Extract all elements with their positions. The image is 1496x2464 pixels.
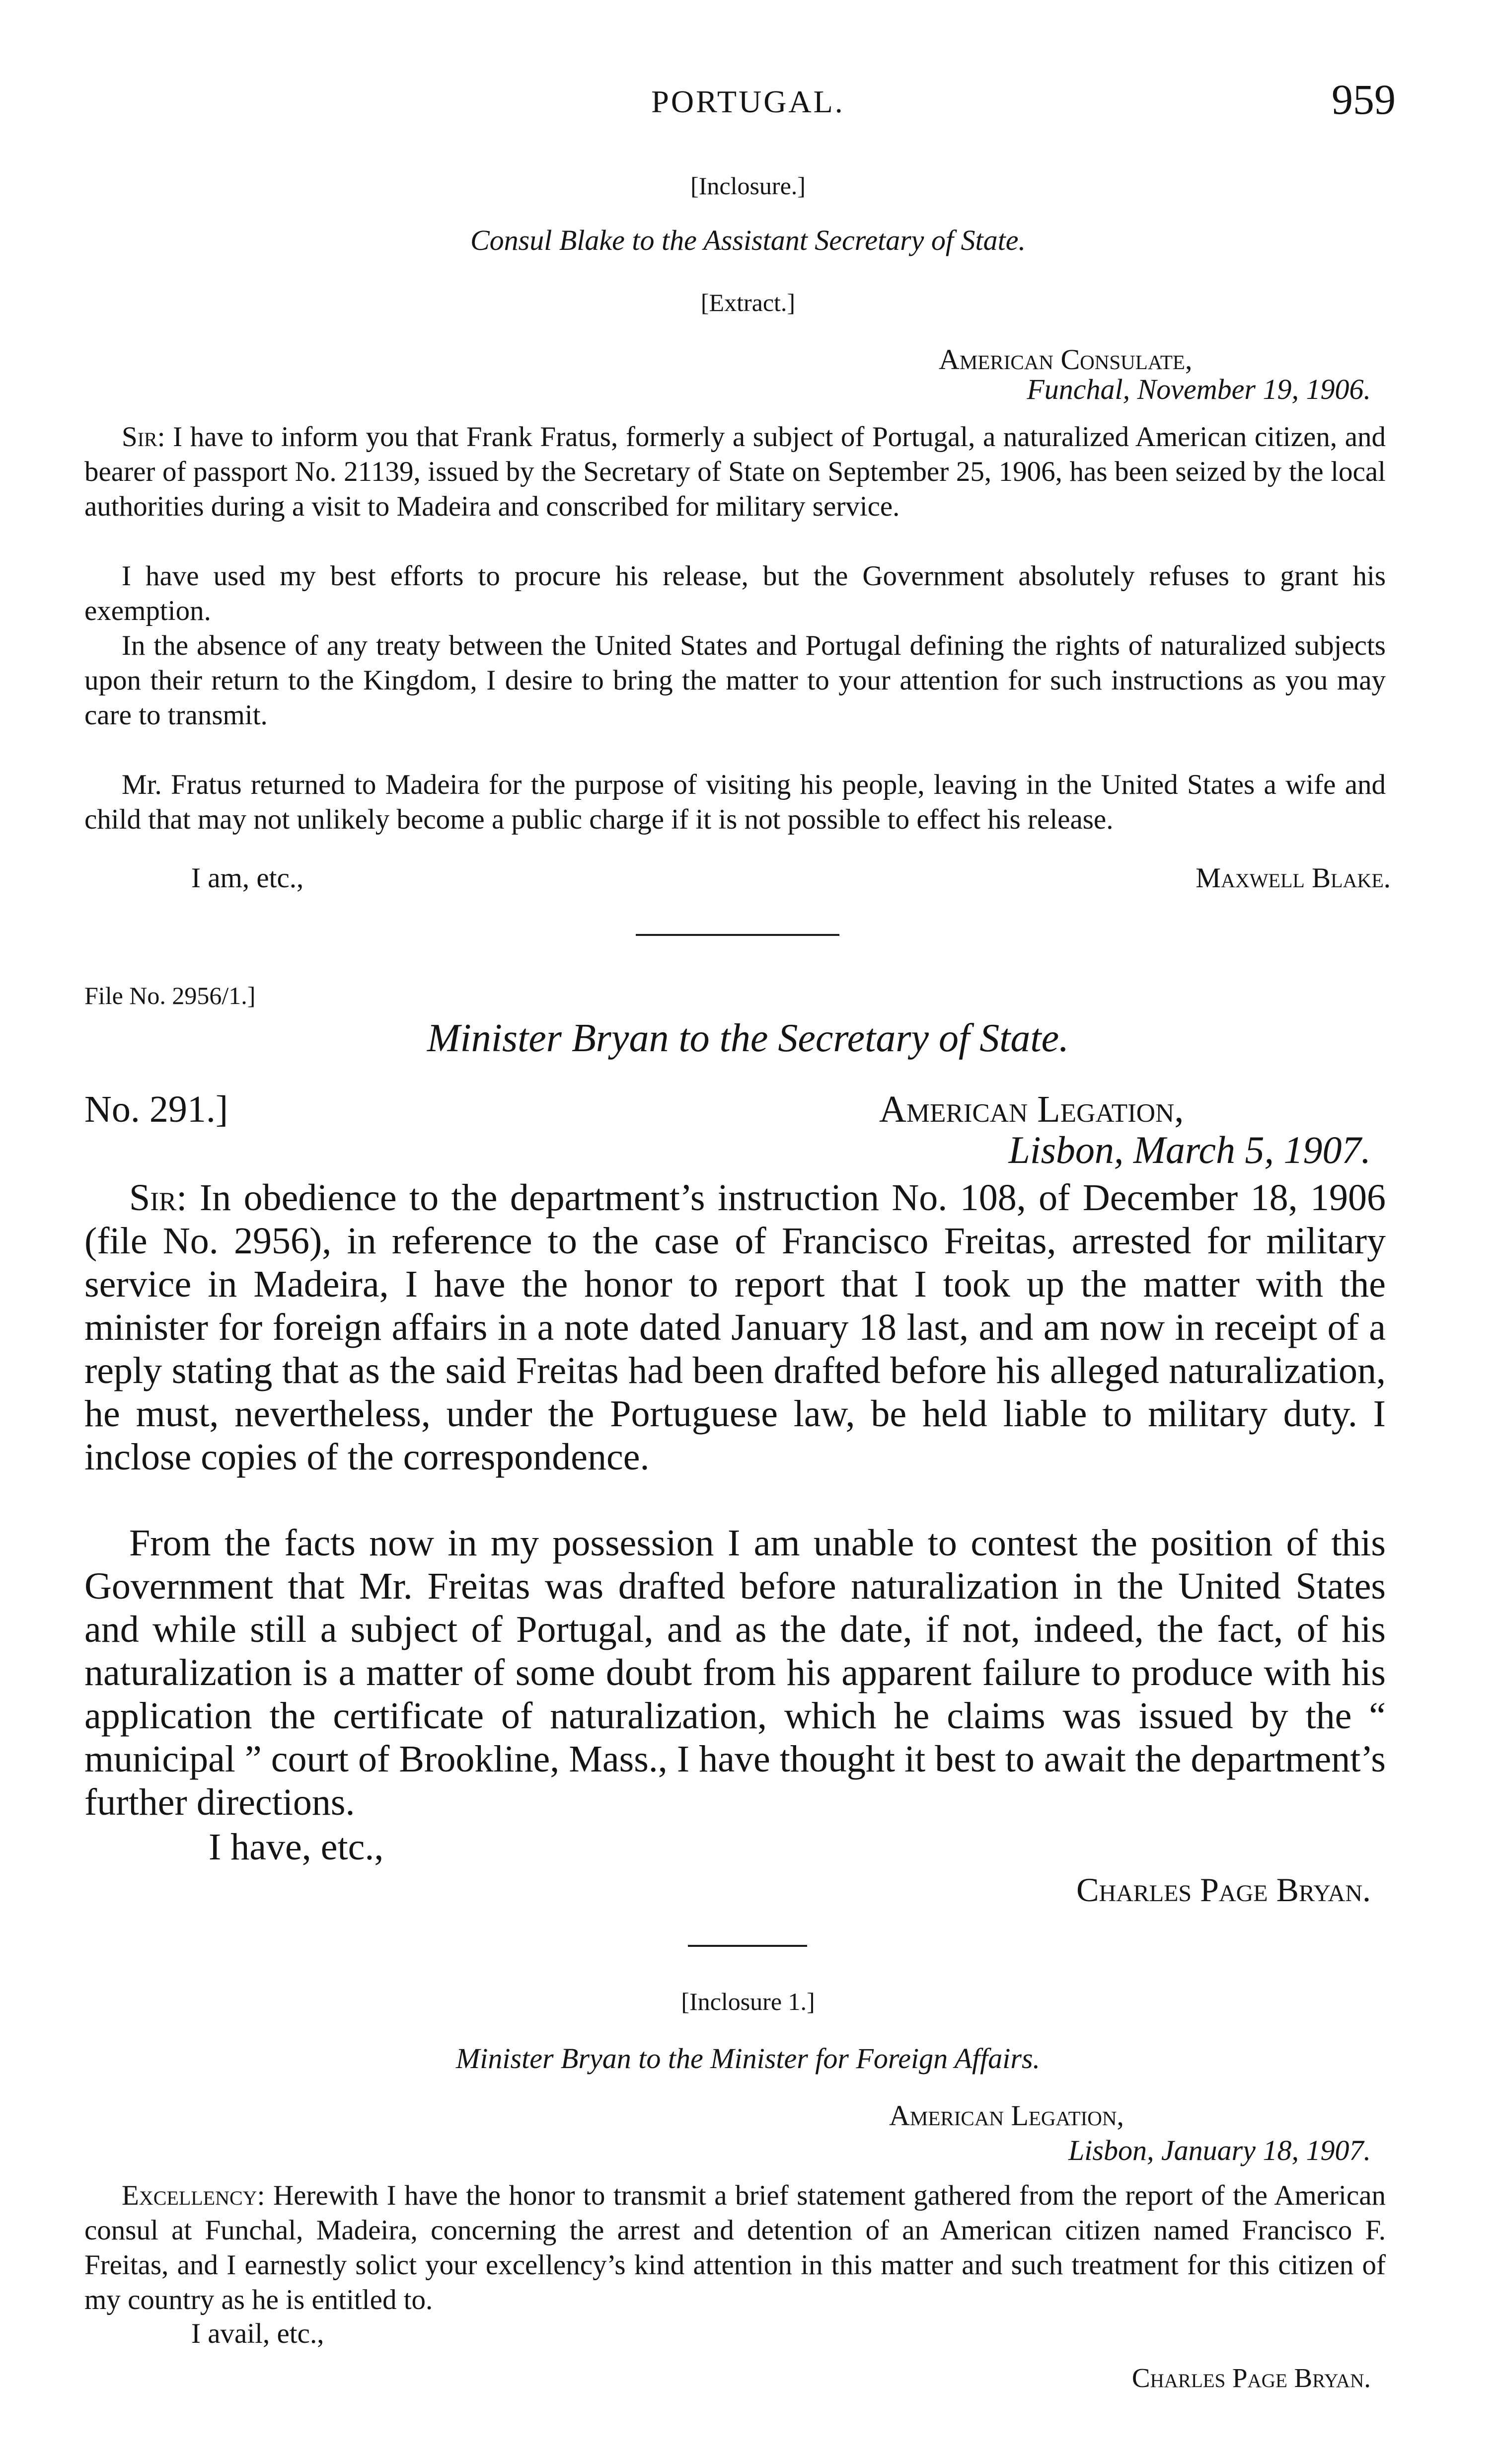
extract-label: [Extract.]	[700, 289, 796, 316]
letter-paragraph: I have used my best efforts to procure his release, but the Government absolutely refuses to grant his exemption.	[84, 560, 1386, 626]
letter-heading: Minister Bryan to the Secretary of State.	[427, 1016, 1069, 1060]
place-line: American Legation,	[889, 2099, 1124, 2132]
inclosure-label: [Inclosure.]	[690, 172, 806, 200]
signature: Charles Page Bryan.	[1131, 2363, 1371, 2393]
signature: Maxwell Blake.	[1196, 862, 1391, 894]
salutation: Sir	[122, 421, 157, 453]
signature: Charles Page Bryan.	[1076, 1871, 1371, 1909]
section-divider	[636, 934, 839, 936]
paragraph-text: : Herewith I have the honor to transmit a brief statement gathered from the report of the American consul at Funchal, Madeira, concerning the arrest and detention of an American citizen named Francisco F. Freitas, and I earnestly solict your excellency’s kind attention in this matter and such treatment for this citizen of my country as he is entitled to.	[84, 2180, 1386, 2315]
letter-paragraph: From the facts now in my possession I am unable to contest the position of this Government that Mr. Freitas was drafted before naturalization in the United States and while still a subject of Portugal, and as the date, if not, indeed, the fact, of his naturalization is a matter of some doubt from his apparent failure to produce with his application the certificate of naturalization, which he claims was issued by the “ municipal ” court of Brookline, Mass., I have thought it best to await the department’s further directions.	[84, 1522, 1386, 1823]
paragraph-text: : I have to inform you that Frank Fratus, formerly a subject of Portugal, a naturalized American citizen, and bearer of passport No. 21139, issued by the Secretary of State on September 25, 1906, has been seized by the local authorities during a visit to Madeira and conscribed for military service.	[84, 421, 1386, 522]
file-number: File No. 2956/1.]	[84, 982, 256, 1009]
letter-paragraph: In the absence of any treaty between the United States and Portugal defining the rights of naturalized subjects upon their return to the Kingdom, I desire to bring the matter to your attention for such instructions as you may care to transmit.	[84, 630, 1386, 731]
place-line: American Legation,	[879, 1088, 1184, 1130]
letter-paragraph	[84, 420, 1386, 524]
letter-paragraph: Mr. Fratus returned to Madeira for the purpose of visiting his people, leaving in the United States a wife and child that may not unlikely become a public charge if it is not possible to effect his release.	[84, 769, 1386, 835]
section-divider	[688, 1945, 807, 1947]
date-line: Funchal, November 19, 1906.	[1027, 373, 1371, 405]
closing-line: I have, etc.,	[209, 1826, 384, 1868]
closing-line: I avail, etc.,	[191, 2318, 324, 2349]
despatch-number: No. 291.]	[84, 1088, 228, 1130]
date-line: Lisbon, January 18, 1907.	[1068, 2134, 1371, 2166]
inclosure-label: [Inclosure 1.]	[681, 1988, 815, 2015]
closing-line: I am, etc.,	[191, 862, 304, 894]
date-line: Lisbon, March 5, 1907.	[1008, 1128, 1371, 1171]
page-number: 959	[1332, 76, 1396, 123]
letter-heading: Minister Bryan to the Minister for Foreign Affairs.	[455, 2042, 1041, 2075]
letter-heading: Consul Blake to the Assistant Secretary of State.	[470, 224, 1026, 256]
salutation: Sir	[129, 1177, 177, 1219]
paragraph-text: : In obedience to the department’s instruction No. 108, of December 18, 1906 (file No. 2956), in reference to the case of Francisco Freitas, arrested for military service in Madeira, I have the honor to report that I took up the matter with the minister for foreign affairs in a note dated January 18 last, and am now in receipt of a reply stating that as the said Freitas had been drafted before his alleged naturalization, he must, nevertheless, under the Portuguese law, be held liable to military duty. I inclose copies of the correspondence.	[84, 1177, 1386, 1478]
place-line: American Consulate,	[939, 343, 1193, 376]
running-header-title: PORTUGAL.	[651, 84, 845, 119]
salutation: Excellency	[122, 2180, 257, 2211]
letter-paragraph	[84, 1176, 1386, 1479]
letter-paragraph	[84, 2178, 1386, 2317]
